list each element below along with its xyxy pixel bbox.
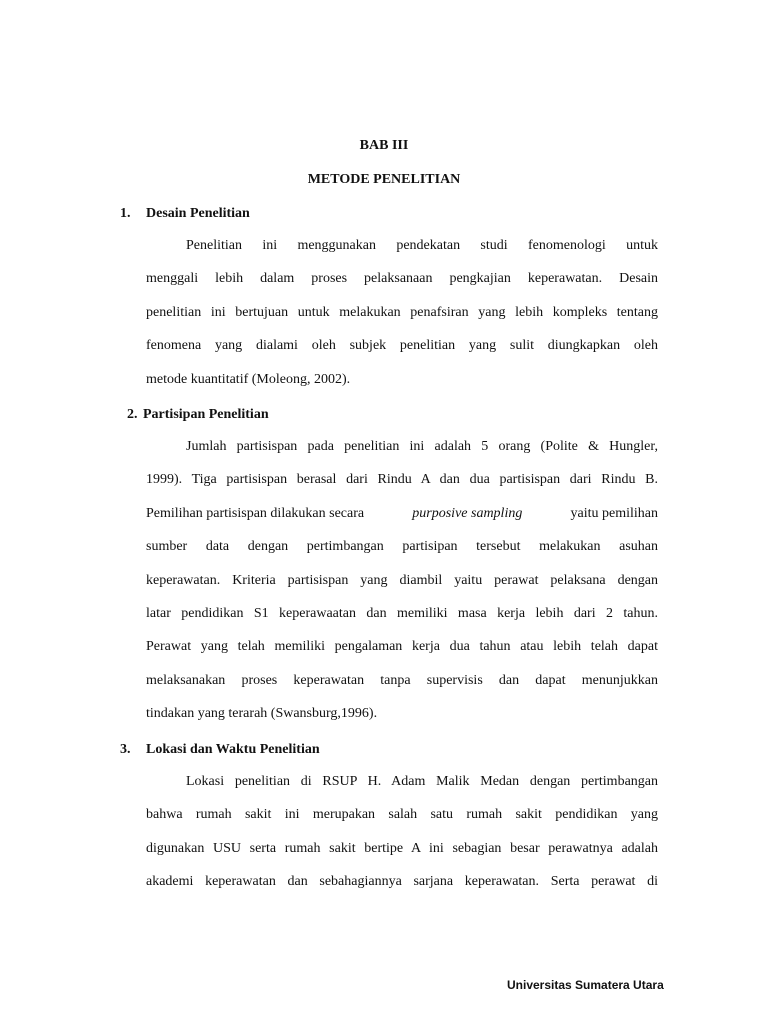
section-title: Lokasi dan Waktu Penelitian — [146, 742, 320, 757]
line-segment: Pemilihan partisispan dilakukan secara — [146, 505, 365, 521]
paragraph-line: Lokasi penelitian di RSUP H. Adam Malik Medan dengan pertimbangan — [186, 774, 658, 789]
chapter-label: BAB III — [359, 138, 409, 153]
section-2-paragraph — [146, 437, 658, 738]
paragraph-line: Perawat yang telah memiliki pengalaman kerja dua tahun atau lebih telah dapat — [146, 639, 658, 655]
paragraph-line: sumber data dengan pertimbangan partisipan tersebut melakukan asuhan — [146, 539, 658, 555]
paragraph-line — [146, 504, 658, 537]
section-title: Partisipan Penelitian — [143, 407, 269, 422]
italic-term: purposive sampling — [412, 505, 523, 521]
section-3-heading — [120, 742, 320, 758]
section-3-paragraph — [146, 772, 658, 906]
paragraph-line: fenomena yang dialami oleh subjek penelitian yang sulit diungkapkan oleh — [146, 338, 658, 354]
paragraph-line: penelitian ini bertujuan untuk melakukan penafsiran yang lebih kompleks tentang — [146, 304, 658, 320]
paragraph-line: 1999). Tiga partisispan berasal dari Rindu A dan dua partisispan dari Rindu B. — [146, 472, 658, 488]
section-title: Desain Penelitian — [146, 206, 250, 221]
paragraph-line: akademi keperawatan dan sebahagiannya sarjana keperawatan. Serta perawat di — [146, 874, 658, 890]
section-1-heading — [120, 206, 250, 222]
paragraph-line: Jumlah partisispan pada penelitian ini adalah 5 orang (Polite & Hungler, — [186, 439, 658, 454]
section-1-paragraph — [146, 236, 658, 403]
paragraph-line: bahwa rumah sakit ini merupakan salah satu rumah sakit pendidikan yang — [146, 807, 658, 823]
section-number: 3. — [120, 742, 131, 757]
paragraph-line: menggali lebih dalam proses pelaksanaan pengkajian keperawatan. Desain — [146, 271, 658, 287]
section-2-heading — [127, 407, 269, 423]
paragraph-line: Penelitian ini menggunakan pendekatan studi fenomenologi untuk — [186, 238, 658, 253]
paragraph-line: keperawatan. Kriteria partisispan yang diambil yaitu perawat pelaksana dengan — [146, 572, 658, 588]
paragraph-line: melaksanakan proses keperawatan tanpa supervisis dan dapat menunjukkan — [146, 672, 658, 688]
chapter-title: METODE PENELITIAN — [307, 172, 461, 187]
section-number: 2. — [127, 407, 138, 422]
paragraph-line: latar pendidikan S1 keperawaatan dan memiliki masa kerja lebih dari 2 tahun. — [146, 605, 658, 621]
line-segment: yaitu pemilihan — [570, 505, 658, 521]
paragraph-line: digunakan USU serta rumah sakit bertipe A ini sebagian besar perawatnya adalah — [146, 840, 658, 856]
paragraph-line: metode kuantitatif (Moleong, 2002). — [146, 371, 351, 387]
section-number: 1. — [120, 206, 131, 221]
paragraph-line: tindakan yang terarah (Swansburg,1996). — [146, 706, 378, 722]
page-footer: Universitas Sumatera Utara — [507, 978, 664, 992]
